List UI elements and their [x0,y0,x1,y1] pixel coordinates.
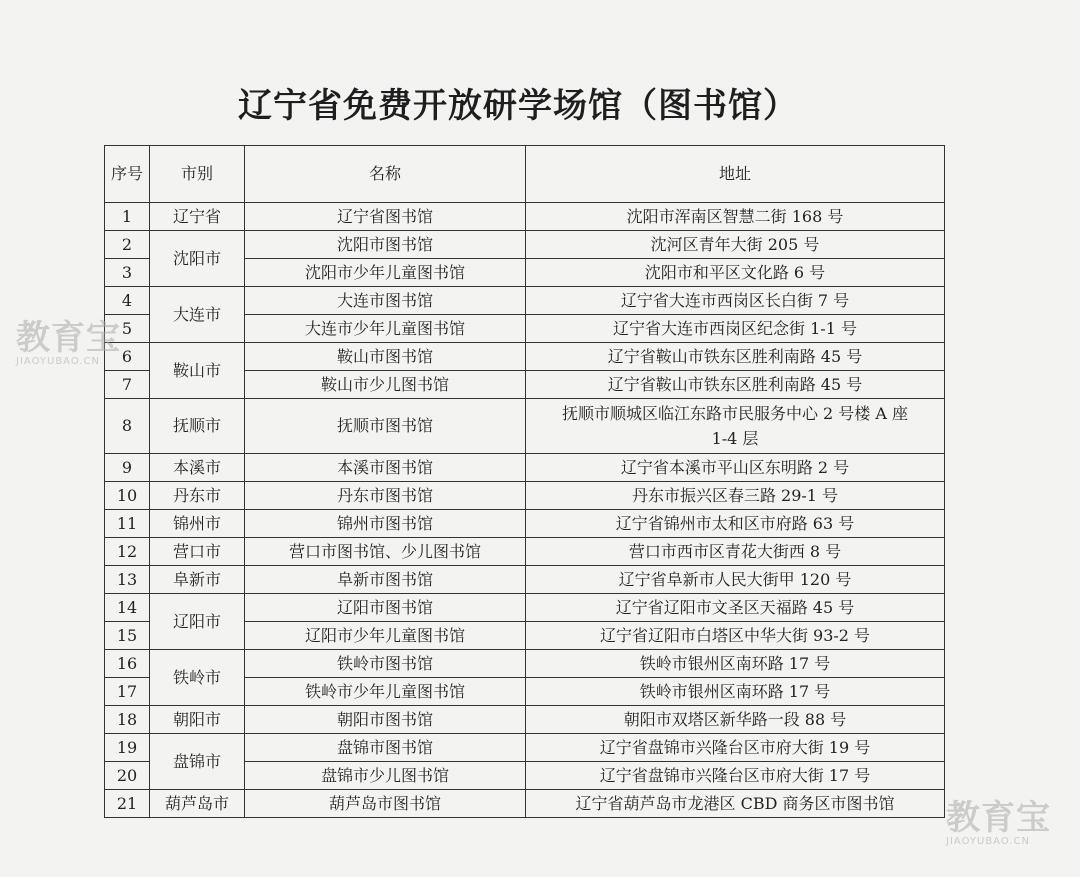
row-address: 辽宁省鞍山市铁东区胜利南路 45 号 [526,371,945,399]
row-seq: 1 [105,203,150,231]
row-seq: 21 [105,790,150,818]
watermark [946,800,1051,847]
row-city: 辽宁省 [150,203,245,231]
table-row [105,734,945,762]
row-seq: 16 [105,650,150,678]
row-seq: 4 [105,287,150,315]
row-address: 铁岭市银州区南环路 17 号 [526,650,945,678]
row-address: 辽宁省大连市西岗区长白街 7 号 [526,287,945,315]
row-address: 铁岭市银州区南环路 17 号 [526,678,945,706]
row-name: 本溪市图书馆 [245,454,526,482]
row-address: 丹东市振兴区春三路 29-1 号 [526,482,945,510]
row-seq: 17 [105,678,150,706]
row-address: 辽宁省盘锦市兴隆台区市府大街 17 号 [526,762,945,790]
row-name: 盘锦市少儿图书馆 [245,762,526,790]
table-header-row [105,146,945,203]
library-table [104,145,945,818]
row-name: 沈阳市图书馆 [245,231,526,259]
row-seq: 2 [105,231,150,259]
row-city: 葫芦岛市 [150,790,245,818]
row-address: 沈阳市和平区文化路 6 号 [526,259,945,287]
row-address [526,399,945,454]
table-row [105,343,945,371]
table-row [105,454,945,482]
table-row [105,566,945,594]
row-name: 大连市图书馆 [245,287,526,315]
row-name: 辽宁省图书馆 [245,203,526,231]
watermark-domain: JIAOYUBAO.CN [946,836,1030,847]
row-address: 辽宁省葫芦岛市龙港区 CBD 商务区市图书馆 [526,790,945,818]
row-seq: 3 [105,259,150,287]
row-seq: 6 [105,343,150,371]
row-city: 朝阳市 [150,706,245,734]
row-address-line1: 抚顺市顺城区临江东路市民服务中心 2 号楼 A 座 [561,404,909,423]
table-row [105,790,945,818]
row-address: 辽宁省辽阳市文圣区天福路 45 号 [526,594,945,622]
row-name: 抚顺市图书馆 [245,399,526,454]
row-city: 阜新市 [150,566,245,594]
watermark-logo-text: 教育宝 [16,318,121,358]
table-row [105,538,945,566]
row-seq: 10 [105,482,150,510]
row-seq: 8 [105,399,150,454]
row-name: 铁岭市图书馆 [245,650,526,678]
row-name: 铁岭市少年儿童图书馆 [245,678,526,706]
row-name: 锦州市图书馆 [245,510,526,538]
table-row [105,482,945,510]
header-name: 名称 [245,146,526,203]
row-city: 铁岭市 [150,650,245,706]
row-name: 营口市图书馆、少儿图书馆 [245,538,526,566]
row-name: 丹东市图书馆 [245,482,526,510]
row-name: 鞍山市少儿图书馆 [245,371,526,399]
row-city: 营口市 [150,538,245,566]
row-seq: 18 [105,706,150,734]
row-seq: 20 [105,762,150,790]
row-address: 辽宁省辽阳市白塔区中华大街 93-2 号 [526,622,945,650]
row-seq: 7 [105,371,150,399]
row-city: 丹东市 [150,482,245,510]
table-row [105,287,945,315]
row-city: 辽阳市 [150,594,245,650]
row-city: 大连市 [150,287,245,343]
row-seq: 12 [105,538,150,566]
row-address: 辽宁省阜新市人民大街甲 120 号 [526,566,945,594]
row-address: 沈阳市浑南区智慧二街 168 号 [526,203,945,231]
header-address: 地址 [526,146,945,203]
row-name: 葫芦岛市图书馆 [245,790,526,818]
row-seq: 13 [105,566,150,594]
row-seq: 14 [105,594,150,622]
row-city: 鞍山市 [150,343,245,399]
table-row [105,650,945,678]
row-name: 沈阳市少年儿童图书馆 [245,259,526,287]
row-address: 辽宁省盘锦市兴隆台区市府大街 19 号 [526,734,945,762]
row-name: 大连市少年儿童图书馆 [245,315,526,343]
row-address: 沈河区青年大街 205 号 [526,231,945,259]
row-seq: 15 [105,622,150,650]
table-row [105,399,945,454]
header-seq: 序号 [105,146,150,203]
row-address-line2: 1-4 层 [711,429,759,448]
row-name: 辽阳市图书馆 [245,594,526,622]
row-name: 盘锦市图书馆 [245,734,526,762]
row-city: 抚顺市 [150,399,245,454]
row-seq: 5 [105,315,150,343]
row-city: 锦州市 [150,510,245,538]
table-row [105,231,945,259]
row-city: 沈阳市 [150,231,245,287]
row-seq: 11 [105,510,150,538]
row-address: 辽宁省本溪市平山区东明路 2 号 [526,454,945,482]
row-seq: 19 [105,734,150,762]
row-name: 朝阳市图书馆 [245,706,526,734]
row-address: 辽宁省锦州市太和区市府路 63 号 [526,510,945,538]
page-title: 辽宁省免费开放研学场馆（图书馆） [238,86,798,126]
row-address: 辽宁省鞍山市铁东区胜利南路 45 号 [526,343,945,371]
row-address: 辽宁省大连市西岗区纪念街 1-1 号 [526,315,945,343]
table-row [105,594,945,622]
watermark-domain: JIAOYUBAO.CN [16,356,100,367]
row-city: 盘锦市 [150,734,245,790]
watermark-logo-text: 教育宝 [946,798,1051,838]
row-city: 本溪市 [150,454,245,482]
row-seq: 9 [105,454,150,482]
row-name: 辽阳市少年儿童图书馆 [245,622,526,650]
header-city: 市别 [150,146,245,203]
table-row [105,510,945,538]
table-row [105,203,945,231]
row-address: 朝阳市双塔区新华路一段 88 号 [526,706,945,734]
row-name: 鞍山市图书馆 [245,343,526,371]
row-address: 营口市西市区青花大街西 8 号 [526,538,945,566]
row-name: 阜新市图书馆 [245,566,526,594]
table-row [105,706,945,734]
